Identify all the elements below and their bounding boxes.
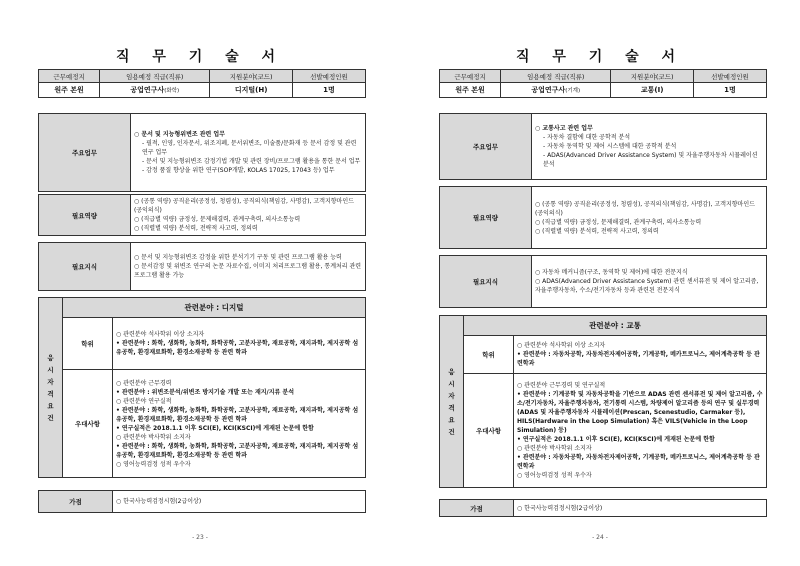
duty-line: - 문서 및 지능형위변조 감정기법 개발 및 관련 장비/프로그램 활용을 통한 문서 업무 [142,158,361,165]
competency-line: ○ (직급별 역량) 금정성, 문제해결력, 관계구축력, 의사소통능력 [535,218,702,226]
competency-content [532,187,767,249]
knowledge-table [38,242,366,291]
location-cell: 원주 본원 [39,83,100,98]
duties-content [532,114,767,180]
bonus-content [113,491,366,513]
duty-line: - 자동차 동역학 및 제어 시스템에 대한 공학적 분석 [543,143,677,150]
col-header: 근무예정지 [39,70,100,83]
knowledge-content [532,256,767,308]
qualification-table [38,297,366,478]
pref-line: • 관련분야 : 자동차공학, 자동차전자제어공학, 기계공학, 메카트로닉스, 제어계측공학 등 관련학과 [517,454,760,470]
location-cell: 원주 본원 [440,83,501,98]
pref-line: ○ 관련분야 박사학위 소지자 [517,445,592,452]
degree-line: ○ 관련분야 석사학위 이상 소지자 [116,331,205,338]
preference-content [514,374,767,488]
degree-content [514,336,767,374]
pref-line: ○ 영어능력검정 성적 우수자 [517,472,592,479]
competency-table [439,186,767,249]
competency-line: ○ (공통 역량) 공직윤리(공정성, 청렴성), 공직의식(책임감, 사명감), 고객지향마인드(공익의식) [134,198,354,214]
duties-label: 주요업무 [440,114,532,180]
pref-line: ○ 관련분야 근무경력 [116,379,172,387]
knowledge-line: ○ ADAS(Advanced Driver Assistance System) 관련 센서퓨전 및 제어 알고리즘, 자율주행자동차, 수소/전기자동차 등과 관련된 전문지식 [535,278,759,294]
degree-line: • 관련분야 : 자동차공학, 자동차전자제어공학, 기계공학, 메카트로닉스, 제어계측공학 등 관련학과 [517,351,760,367]
bonus-line: ○ 한국사능력검정시험(2급이상) [116,498,202,505]
position-table [38,69,366,98]
degree-label: 학위 [63,318,113,370]
competency-line: ○ (직급별 역량) 금정성, 문제해결력, 관계구축력, 의사소통능력 [134,216,301,223]
preference-label: 우대사항 [63,370,113,478]
col-header: 임용예정 직급(직류) [100,70,210,83]
field-code-cell: 교통(I) [611,83,694,98]
pref-line: ○ 영어능력검정 성적 우수자 [116,460,191,468]
competency-line: ○ (직렬별 역량) 분석력, 전략적 사고력, 정의력 [134,225,258,232]
field-heading: 관련분야 : 디지털 [63,298,366,318]
grade-cell: 공업연구사(기계) [501,83,611,98]
duty-line: - 감정 품질 향상을 위한 연구(SOP개발, KOLAS 17025, 17043 등) 업무 [142,167,335,174]
knowledge-content [131,243,366,291]
competency-table [38,194,366,236]
right-page [400,0,800,566]
grade-cell: 공업연구사(화학) [100,83,210,98]
col-header: 지원분야(코드) [611,70,694,83]
knowledge-label: 필요지식 [440,256,532,308]
bonus-content [514,500,767,517]
competency-label: 필요역량 [440,187,532,249]
page-number: - 24 - [592,534,608,541]
qualification-table [439,315,767,488]
count-cell: 1명 [693,83,766,98]
degree-label: 학위 [464,336,514,374]
pref-line: • 관련분야 : 위변조분석/위변조 방지기술 개발 또는 재지/지류 분석 [116,388,295,396]
duties-table [439,113,767,180]
qualification-side-label: 응 시 자 격 요 건 [39,298,63,478]
bonus-table [38,490,366,513]
col-header: 근무예정지 [440,70,501,83]
pref-line: ○ 관련분야 근무경력 및 연구실적 [517,382,606,389]
field-heading: 관련분야 : 교통 [464,316,767,336]
page-title: 직 무 기 술 서 [115,49,285,65]
competency-line: ○ (공통 역량) 공직윤리(공정성, 청렴성), 공직의식(책임감, 사명감), 고객지향마인드(공익의식) [535,200,755,217]
qualification-side-label: 응 시 자 격 요 건 [440,316,464,488]
count-cell: 1명 [292,83,365,98]
pref-line: • 관련분야 : 화학, 생화학, 농화학, 화학공학, 고분자공학, 재료공학, 재지과학, 제지공학 섬유공학, 환경재료화학, 환경소재공학 등 관련 학과 [116,442,359,459]
duty-line: ○ 교통사고 관련 업무 [535,125,593,132]
competency-label: 필요역량 [39,195,131,236]
page-number: - 23 - [192,534,208,541]
preference-content [113,370,366,478]
pref-line: ○ 관련분야 연구실적 [116,397,172,405]
position-table [439,69,767,98]
duty-line: ○ 문서 및 지능형위변조 관련 업무 [134,131,226,138]
duty-line: - 필적, 인영, 인자문서, 위조지폐, 문서위변조, 미술품/문화재 등 문서 감정 및 관련 연구 업무 [142,140,357,156]
col-header: 선발예정인원 [292,70,365,83]
duty-line: - 자동차 결함에 대한 공학적 분석 [543,134,631,141]
degree-line: • 관련분야 : 화학, 생화학, 농화학, 화학공학, 고분자공학, 재료공학, 재지과학, 제지공학 섬유공학, 환경재료화학, 환경소재공학 등 관련 학과 [116,340,359,356]
bonus-line: ○ 한국사능력검정시험(2급이상) [517,504,603,512]
col-header: 지원분야(코드) [210,70,293,83]
preference-label: 우대사항 [464,374,514,488]
pref-line: • 연구실적은 2018.1.1 이후 SCI(E), KCI(KSCI)에 게재된 논문에 한함 [116,424,314,432]
page-title: 직 무 기 술 서 [515,49,685,65]
competency-line: ○ (직렬별 역량) 분석력, 전략적 사고력, 정의력 [535,227,659,235]
duties-table [38,113,366,192]
col-header: 선발예정인원 [693,70,766,83]
knowledge-line: ○ 자동차 메커니즘(구조, 동역학 및 제어)에 대한 전문지식 [535,269,688,276]
duty-line: - ADAS(Advanced Driver Assistance System) 및 자율주행자동차 시뮬레이션 분석 [543,152,758,168]
bonus-table [439,499,767,517]
col-header: 임용예정 직급(직류) [501,70,611,83]
knowledge-line: ○ 문서 및 지능형위변조 감정을 위한 분석기기 구동 및 관련 프로그램 활용 능력 [134,254,342,261]
pref-line: • 연구실적은 2018.1.1 이후 SCI(E), KCI(KSCI)에 게재된 논문에 한함 [517,436,715,443]
field-code-cell: 디지털(H) [210,83,293,98]
pref-line: • 관련분야 : 화학, 생화학, 농화학, 화학공학, 고분자공학, 재료공학, 재지과학, 제지공학 섬유공학, 환경재료화학, 환경소재공학 등 관련 학과 [116,406,359,423]
degree-content [113,318,366,370]
bonus-label: 가점 [39,491,113,513]
knowledge-line: ○ 문서감정 및 위변조 연구의 논문 자료수집, 이미지 처리프로그램 활용, 통계처리 관련 프로그램 활용 가능 [134,263,362,279]
knowledge-label: 필요지식 [39,243,131,291]
knowledge-table [439,255,767,308]
competency-content [131,195,366,236]
bonus-label: 가점 [440,500,514,517]
pref-line: ○ 관련분야 박사학위 소지자 [116,433,191,441]
degree-line: ○ 관련분야 석사학위 이상 소지자 [517,342,606,349]
duties-content [131,114,366,192]
pref-line: • 관련분야 : 기계공학 및 자동차공학을 기반으로 ADAS 관련 센서퓨전 및 제어 알고리즘, 수소/전기자동차, 자율주행자동차, 전기통력 시스템, 차량제어 알고리즘 등의 연구 및 실무경력(ADAS 및 자율주행자동차 시뮬레이션(Prescan, Scenestudio, Carmaker 등), HILS(Hardware in the Loop Simulation) 혹은 VILS(Vehicle in the Loop Simulation) 등) [517,391,763,434]
duties-label: 주요업무 [39,114,131,192]
